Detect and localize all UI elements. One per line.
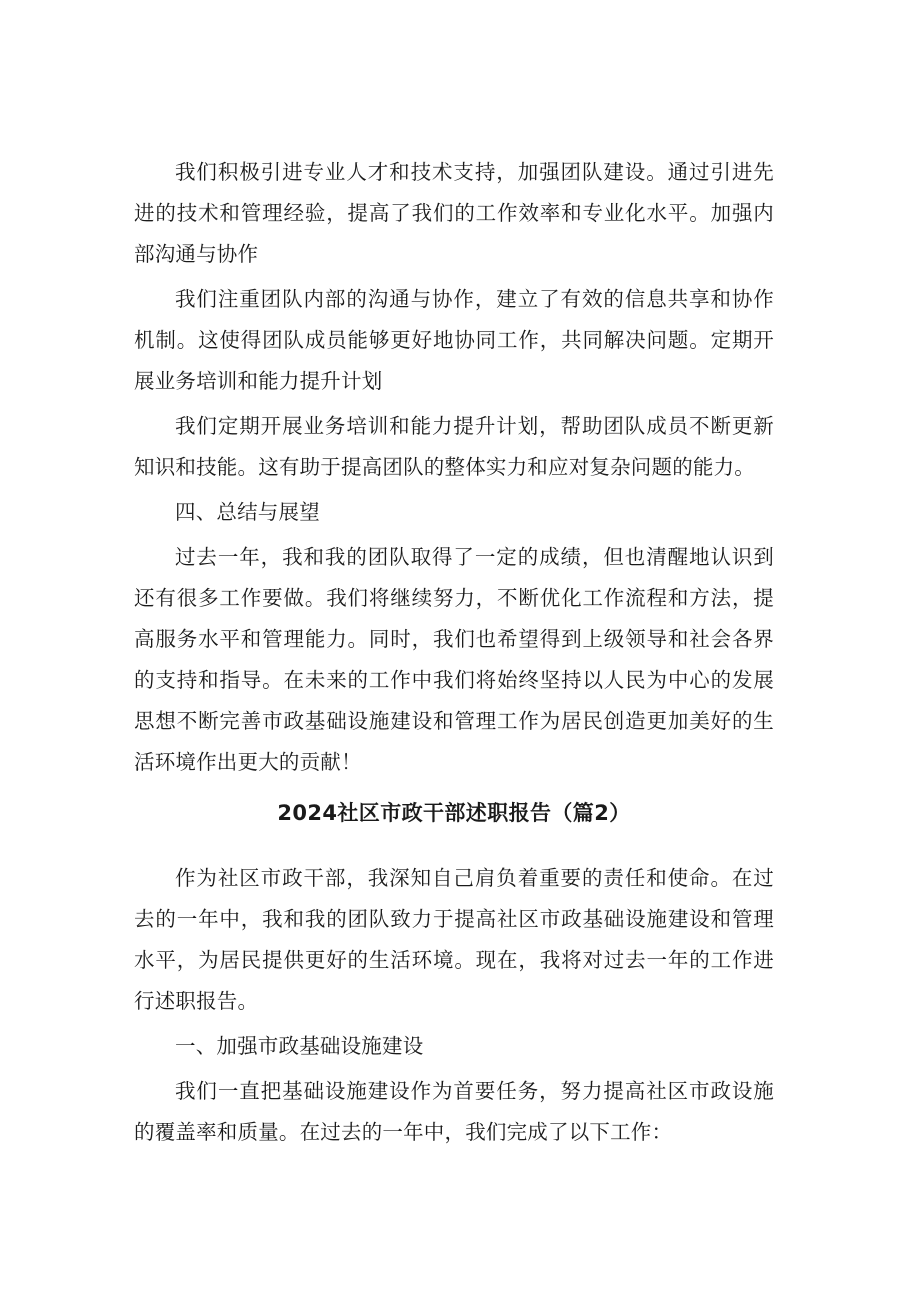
document-body xyxy=(134,152,774,1157)
paragraph-intro: 作为社区市政干部，我深知自己肩负着重要的责任和使命。在过去的一年中，我和我的团队致力于提高社区市政基础设施建设和管理水平，为居民提供更好的生活环境。现在，我将对过去一年的工作进行述职报告。 xyxy=(134,866,774,1013)
heading-summary-outlook: 四、总结与展望 xyxy=(175,500,320,524)
paragraph-infrastructure: 我们一直把基础设施建设作为首要任务，努力提高社区市政设施的覆盖率和质量。在过去的一年中，我们完成了以下工作： xyxy=(134,1079,774,1144)
paragraph-communication: 我们注重团队内部的沟通与协作，建立了有效的信息共享和协作机制。这使得团队成员能够更好地协同工作，共同解决问题。定期开展业务培训和能力提升计划 xyxy=(134,287,774,393)
paragraph-training: 我们定期开展业务培训和能力提升计划，帮助团队成员不断更新知识和技能。这有助于提高团队的整体实力和应对复杂问题的能力。 xyxy=(134,414,774,479)
section-title: 2024社区市政干部述职报告（篇2） xyxy=(277,801,631,825)
paragraph-team-building: 我们积极引进专业人才和技术支持，加强团队建设。通过引进先进的技术和管理经验，提高了我们的工作效率和专业化水平。加强内部沟通与协作 xyxy=(134,160,774,266)
heading-infrastructure: 一、加强市政基础设施建设 xyxy=(175,1034,424,1058)
paragraph-summary: 过去一年，我和我的团队取得了一定的成绩，但也清醒地认识到还有很多工作要做。我们将继续努力，不断优化工作流程和方法，提高服务水平和管理能力。同时，我们也希望得到上级领导和社会各界的支持和指导。在未来的工作中我们将始终坚持以人民为中心的发展思想不断完善市政基础设施建设和管理工作为居民创造更加美好的生活环境作出更大的贡献！ xyxy=(134,545,774,774)
